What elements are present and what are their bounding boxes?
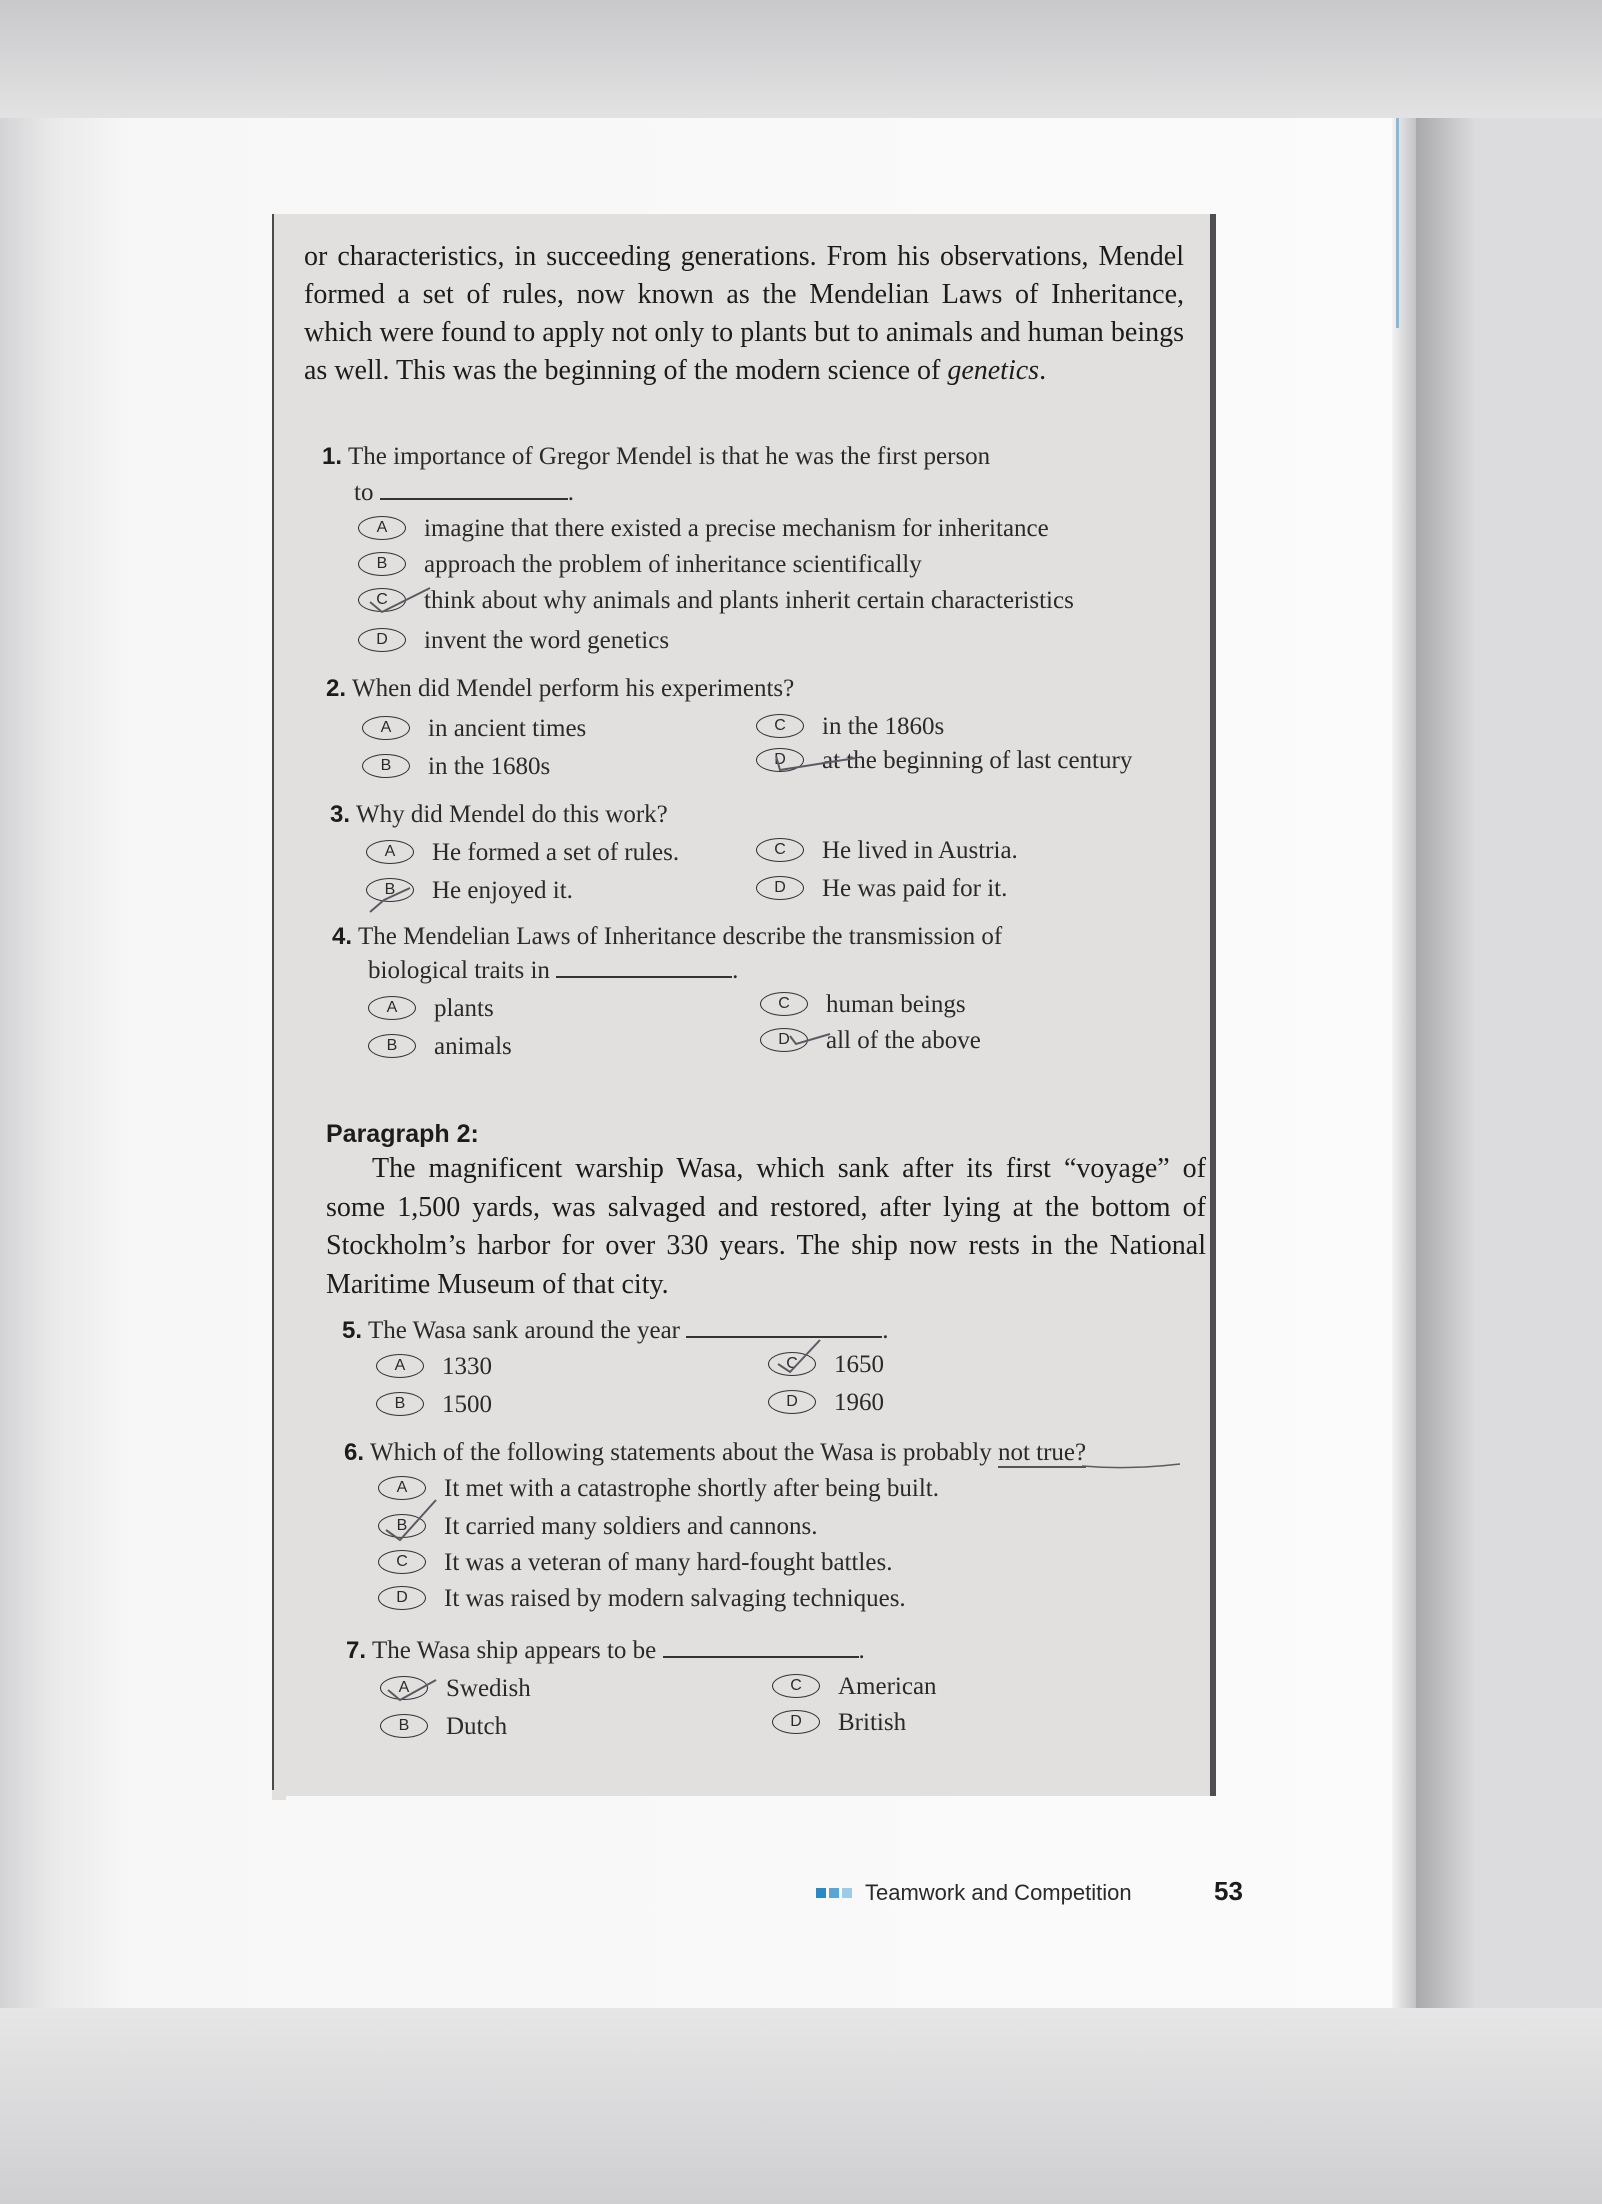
option-text: in the 1680s <box>428 753 551 780</box>
question-text: to <box>354 479 374 506</box>
question-number: 1. <box>322 443 343 470</box>
scan-background-top <box>0 0 1602 118</box>
answer-blank <box>380 476 568 500</box>
question-4-option-d[interactable] <box>760 1024 981 1058</box>
option-text: It carried many soldiers and cannons. <box>444 1513 818 1540</box>
option-text: in the 1860s <box>822 713 945 740</box>
question-7-option-b[interactable] <box>380 1710 507 1744</box>
option-bubble[interactable]: D <box>756 748 804 772</box>
option-text: He was paid for it. <box>822 875 1008 902</box>
option-text: approach the problem of inheritance scientifically <box>424 551 922 578</box>
question-number: 6. <box>344 1439 365 1466</box>
question-end: . <box>858 1637 865 1664</box>
option-bubble[interactable]: B <box>380 1714 428 1738</box>
question-2-option-b[interactable] <box>362 750 550 784</box>
question-4-option-c[interactable] <box>760 988 966 1022</box>
answer-blank <box>556 954 732 978</box>
question-6-option-a[interactable] <box>378 1472 939 1506</box>
page-number: 53 <box>1214 1876 1243 1906</box>
option-bubble[interactable]: C <box>756 714 804 738</box>
option-bubble[interactable]: A <box>358 516 406 540</box>
option-bubble[interactable]: B <box>378 1514 426 1538</box>
question-text: Which of the following statements about the Wasa is probably <box>370 1439 998 1466</box>
question-text: biological traits in <box>368 957 550 984</box>
question-number: 3. <box>330 801 351 828</box>
footer-square-icon <box>829 1888 839 1898</box>
question-7-option-d[interactable] <box>772 1706 906 1740</box>
option-text: at the beginning of last century <box>822 747 1133 774</box>
question-number: 5. <box>342 1317 363 1344</box>
question-5-option-b[interactable] <box>376 1388 492 1422</box>
question-3-prompt <box>330 798 668 832</box>
option-bubble[interactable]: D <box>756 876 804 900</box>
option-bubble[interactable]: C <box>358 588 406 612</box>
question-4-prompt-cont <box>368 954 738 988</box>
intro-text: or characteristics, in succeeding generations. From his observations, Mendel formed a set of rules, now known as the Mendelian Laws of Inheritance, which were found to apply not only to plants but to animals and human beings as well. This was the beginning of the modern science of <box>304 241 1184 386</box>
question-text: The Wasa sank around the year <box>368 1317 681 1344</box>
option-text: He enjoyed it. <box>432 877 573 904</box>
question-3-option-b[interactable] <box>366 874 573 908</box>
question-3-option-a[interactable] <box>366 836 679 870</box>
question-2-prompt <box>326 672 794 706</box>
option-bubble[interactable]: C <box>768 1352 816 1376</box>
question-5-prompt <box>342 1314 889 1348</box>
option-text: imagine that there existed a precise mechanism for inheritance <box>424 515 1049 542</box>
footer-section-title: Teamwork and Competition <box>865 1880 1132 1905</box>
question-2-option-a[interactable] <box>362 712 586 746</box>
question-6-option-b[interactable] <box>378 1510 818 1544</box>
option-text: 1960 <box>834 1389 884 1416</box>
intro-emphasis: genetics <box>947 355 1040 386</box>
question-1-option-d[interactable] <box>358 624 669 658</box>
paragraph-2-heading: Paragraph 2: <box>326 1120 479 1148</box>
option-text: Dutch <box>446 1713 508 1740</box>
option-text: It was a veteran of many hard-fought battles. <box>444 1549 893 1576</box>
intro-paragraph <box>304 238 1184 390</box>
question-end: . <box>882 1317 889 1344</box>
question-4-option-a[interactable] <box>368 992 494 1026</box>
option-bubble[interactable]: C <box>756 838 804 862</box>
option-bubble[interactable]: A <box>362 716 410 740</box>
option-text: 1330 <box>442 1353 492 1380</box>
option-bubble[interactable]: B <box>368 1034 416 1058</box>
question-text: The importance of Gregor Mendel is that he was the first person <box>348 443 991 470</box>
question-text: The Mendelian Laws of Inheritance describe the transmission of <box>358 923 1003 950</box>
question-text: When did Mendel perform his experiments? <box>352 675 795 702</box>
option-text: all of the above <box>826 1027 981 1054</box>
question-2-option-d[interactable] <box>756 744 1132 778</box>
option-bubble[interactable]: C <box>760 992 808 1016</box>
scan-background-bottom <box>0 2008 1602 2204</box>
question-6-prompt <box>344 1436 1086 1470</box>
option-text: 1500 <box>442 1391 492 1418</box>
question-6-option-d[interactable] <box>378 1582 906 1616</box>
question-text-underlined: not true? <box>997 1439 1087 1466</box>
option-text: invent the word genetics <box>424 627 670 654</box>
option-text: Swedish <box>446 1675 531 1702</box>
option-bubble[interactable]: A <box>378 1476 426 1500</box>
question-3-option-d[interactable] <box>756 872 1007 906</box>
question-2-option-c[interactable] <box>756 710 944 744</box>
option-text: human beings <box>826 991 966 1018</box>
option-text: He lived in Austria. <box>822 837 1018 864</box>
question-1-prompt-cont <box>354 476 574 510</box>
option-text: think about why animals and plants inherit certain characteristics <box>424 587 1074 614</box>
question-number: 2. <box>326 675 347 702</box>
option-bubble[interactable]: D <box>768 1390 816 1414</box>
page-edge <box>1392 118 1416 2008</box>
footer-square-icon <box>816 1888 826 1898</box>
question-1-option-a[interactable] <box>358 512 1049 546</box>
question-7-option-c[interactable] <box>772 1670 937 1704</box>
question-end: . <box>567 479 574 506</box>
question-4-prompt <box>332 920 1002 954</box>
question-text: Why did Mendel do this work? <box>356 801 668 828</box>
question-4-option-b[interactable] <box>368 1030 512 1064</box>
question-1-option-c[interactable] <box>358 584 1074 618</box>
option-bubble[interactable]: A <box>368 996 416 1020</box>
option-bubble[interactable]: B <box>362 754 410 778</box>
answer-blank <box>686 1314 882 1338</box>
question-5-option-d[interactable] <box>768 1386 884 1420</box>
page-shadow <box>1416 118 1476 2008</box>
option-text: It was raised by modern salvaging techniques. <box>444 1585 906 1612</box>
option-text: American <box>838 1673 937 1700</box>
question-3-option-c[interactable] <box>756 834 1018 868</box>
box-bottom-fill <box>272 1790 286 1800</box>
option-text: animals <box>434 1033 512 1060</box>
question-1-option-b[interactable] <box>358 548 922 582</box>
question-7-option-a[interactable] <box>380 1672 531 1706</box>
option-text: plants <box>434 995 494 1022</box>
option-bubble[interactable]: A <box>366 840 414 864</box>
option-text: British <box>838 1709 907 1736</box>
option-text: It met with a catastrophe shortly after being built. <box>444 1475 939 1502</box>
intro-text-end: . <box>1039 355 1047 386</box>
question-text: The Wasa ship appears to be <box>372 1637 657 1664</box>
option-text: He formed a set of rules. <box>432 839 680 866</box>
page-edge-accent <box>1396 118 1399 328</box>
question-6-option-c[interactable] <box>378 1546 892 1580</box>
option-bubble[interactable]: B <box>376 1392 424 1416</box>
question-7-prompt <box>346 1634 865 1668</box>
option-bubble[interactable]: B <box>366 878 414 902</box>
paragraph-2-text: The magnificent warship Wasa, which sank after its first “voyage” of some 1,500 yards, was salvaged and restored, after lying at the bottom of Stockholm’s harbor for over 330 years. The ship now rests in the National Maritime Museum of that city. <box>326 1153 1206 1300</box>
question-5-option-c[interactable] <box>768 1348 884 1382</box>
option-bubble[interactable]: D <box>772 1710 820 1734</box>
question-1-prompt <box>322 440 990 474</box>
option-bubble[interactable]: B <box>358 552 406 576</box>
option-bubble[interactable]: C <box>772 1674 820 1698</box>
question-number: 4. <box>332 923 353 950</box>
option-bubble[interactable]: A <box>380 1676 428 1700</box>
page-footer <box>816 1880 1132 1906</box>
question-number: 7. <box>346 1637 367 1664</box>
option-bubble[interactable]: D <box>760 1028 808 1052</box>
question-end: . <box>732 957 739 984</box>
option-bubble[interactable]: C <box>378 1550 426 1574</box>
answer-blank <box>663 1634 859 1658</box>
option-bubble[interactable]: D <box>358 628 406 652</box>
footer-square-icon <box>842 1888 852 1898</box>
option-bubble[interactable]: D <box>378 1586 426 1610</box>
option-bubble[interactable]: A <box>376 1354 424 1378</box>
option-text: in ancient times <box>428 715 587 742</box>
option-text: 1650 <box>834 1351 884 1378</box>
question-5-option-a[interactable] <box>376 1350 492 1384</box>
